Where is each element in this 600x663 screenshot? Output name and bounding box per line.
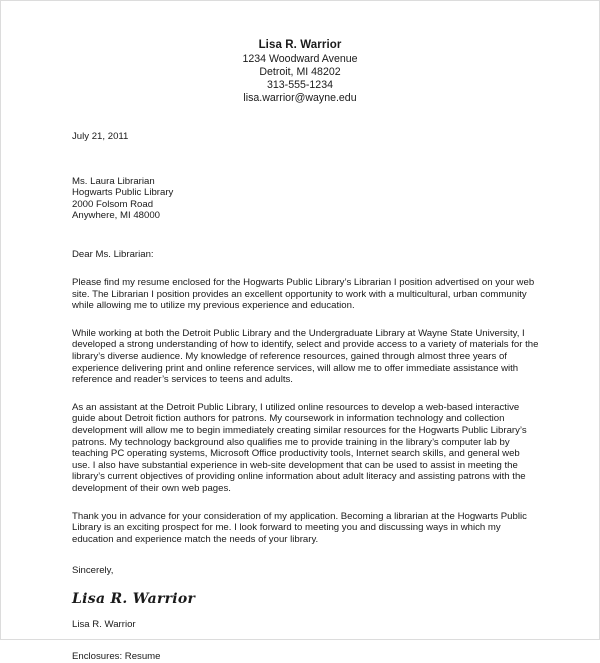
recipient-city-state-zip: Anywhere, MI 48000 — [72, 210, 160, 222]
closing-line: Sincerely, — [72, 565, 114, 577]
letterhead — [1, 1, 599, 106]
body-paragraph-4: Thank you in advance for your consideration of my application. Becoming a librarian at the Hogwarts Public Library is an exciting prospect for me. I look forward to meeting you and discussing ways in which my education and experience match the needs of your library. — [72, 510, 527, 545]
letter-date: July 21, 2011 — [72, 130, 129, 142]
letter-body — [1, 131, 599, 663]
recipient-name: Ms. Laura Librarian — [72, 175, 155, 187]
letterhead-phone: 313-555-1234 — [267, 79, 333, 92]
recipient-street: 2000 Folsom Road — [72, 198, 154, 210]
typed-signature-name: Lisa R. Warrior — [72, 619, 136, 631]
recipient-organization: Hogwarts Public Library — [72, 187, 174, 199]
body-paragraph-3: As an assistant at the Detroit Public Library, I utilized online resources to develop a web-based interactive guide about Detroit fiction authors for patrons. My coursework in information technology and collection development will allow me to begin immediately creating similar resources for the Hogwarts Public Library’s patrons. My technology background also qualifies me to provide training in the library’s computer lab by teaching PC operating systems, Microsoft Office productivity tools, Internet search skills, and general web use. I also have substantial experience in web-site development that can be used to assist in meeting the library’s current objectives of providing online information about adult literacy and assisting patrons with the development of their own web pages. — [72, 401, 527, 494]
letterhead-street-address: 1234 Woodward Avenue — [242, 52, 358, 65]
letterhead-city-state-zip: Detroit, MI 48202 — [259, 65, 341, 78]
handwritten-signature: Lisa R. Warrior — [72, 591, 196, 608]
letterhead-sender-name: Lisa R. Warrior — [258, 39, 342, 51]
salutation: Dear Ms. Librarian: — [72, 249, 154, 261]
body-paragraph-1: Please find my resume enclosed for the Hogwarts Public Library’s Librarian I position advertised on your web site. The Librarian I position provides an excellent opportunity to work with a multicultural, urban community while allowing me to utilize my previous experience and education. — [72, 277, 535, 312]
letterhead-email: lisa.warrior@wayne.edu — [243, 92, 357, 105]
recipient-address-block — [72, 176, 540, 222]
enclosures-line: Enclosures: Resume — [72, 651, 161, 663]
body-paragraph-2: While working at both the Detroit Public Library and the Undergraduate Library at Wayne State University, I developed a strong understanding of how to identify, select and provide access to a variety of materials for the library’s diverse audience. My knowledge of reference resources, gained through almost three years of experience delivering print and online reference services, will allow me to offer immediate assistance with reference and reader’s services to teens and adults. — [72, 327, 539, 386]
